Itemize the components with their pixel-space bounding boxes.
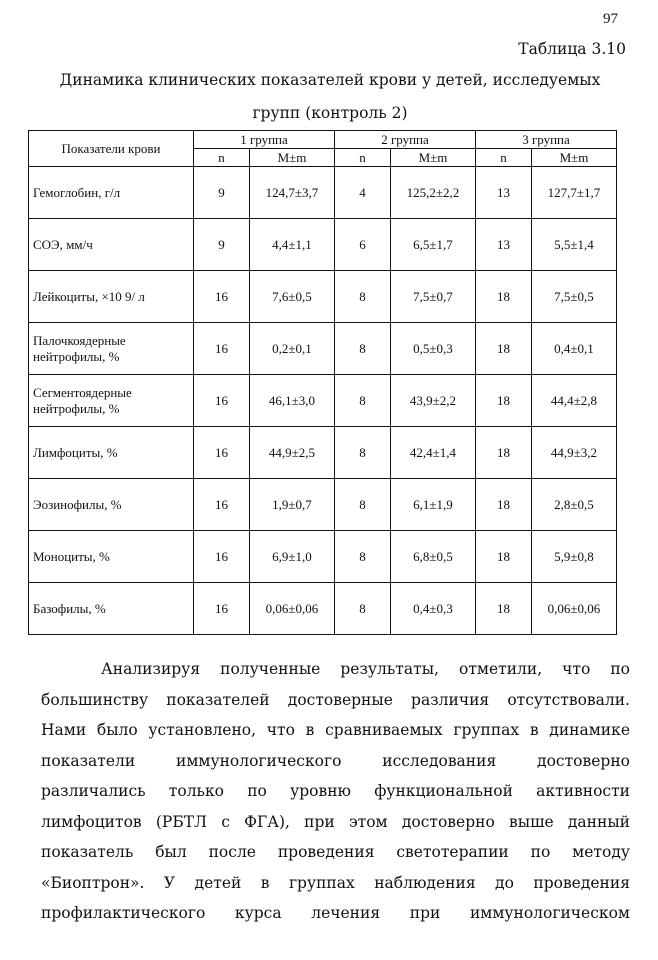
mean-cell: 5,5±1,4: [532, 219, 617, 271]
n-cell: 18: [476, 479, 532, 531]
n-cell: 13: [476, 167, 532, 219]
paragraph-line: показатель был после проведения светотерапии по методу: [41, 843, 630, 861]
param-cell: Эозинофилы, %: [29, 479, 194, 531]
n-cell: 9: [194, 219, 250, 271]
param-cell: Сегментоядерные нейтрофилы, %: [29, 375, 194, 427]
n-header: n: [335, 149, 391, 167]
mean-cell: 6,1±1,9: [391, 479, 476, 531]
n-cell: 8: [335, 531, 391, 583]
n-cell: 8: [335, 479, 391, 531]
n-cell: 6: [335, 219, 391, 271]
n-cell: 18: [476, 375, 532, 427]
m-header: M±m: [250, 149, 335, 167]
mean-cell: 44,9±3,2: [532, 427, 617, 479]
n-cell: 8: [335, 583, 391, 635]
table-row: [29, 167, 617, 219]
mean-cell: 44,9±2,5: [250, 427, 335, 479]
group-header-2: 2 группа: [335, 131, 476, 149]
n-cell: 16: [194, 323, 250, 375]
n-cell: 4: [335, 167, 391, 219]
n-cell: 18: [476, 271, 532, 323]
table-row: [29, 375, 617, 427]
table-label: Таблица 3.10: [518, 40, 626, 58]
body-paragraph: [41, 654, 630, 929]
paragraph-line: профилактического курса лечения при иммунологическом: [41, 904, 630, 922]
n-cell: 13: [476, 219, 532, 271]
mean-cell: 2,8±0,5: [532, 479, 617, 531]
param-cell: СОЭ, мм/ч: [29, 219, 194, 271]
mean-cell: 44,4±2,8: [532, 375, 617, 427]
mean-cell: 6,5±1,7: [391, 219, 476, 271]
n-cell: 16: [194, 531, 250, 583]
table-title: [20, 64, 640, 130]
n-cell: 18: [476, 531, 532, 583]
paragraph-line: показатели иммунологического исследования достоверно: [41, 751, 630, 770]
n-cell: 18: [476, 427, 532, 479]
mean-cell: 1,9±0,7: [250, 479, 335, 531]
mean-cell: 42,4±1,4: [391, 427, 476, 479]
m-header: M±m: [532, 149, 617, 167]
param-cell: Гемоглобин, г/л: [29, 167, 194, 219]
param-cell: Палочкоядерные нейтрофилы, %: [29, 323, 194, 375]
mean-cell: 7,5±0,5: [532, 271, 617, 323]
mean-cell: 6,9±1,0: [250, 531, 335, 583]
mean-cell: 5,9±0,8: [532, 531, 617, 583]
paragraph-line: лимфоцитов (РБТЛ с ФГА), при этом достоверно выше данный: [41, 812, 630, 831]
mean-cell: 0,2±0,1: [250, 323, 335, 375]
table-row: [29, 583, 617, 635]
mean-cell: 0,5±0,3: [391, 323, 476, 375]
blood-indicators-table: [28, 130, 617, 635]
paragraph-line: «Биоптрон». У детей в группах наблюдения до проведения: [41, 873, 630, 892]
group-header-1: 1 группа: [194, 131, 335, 149]
n-cell: 16: [194, 479, 250, 531]
n-cell: 16: [194, 271, 250, 323]
n-cell: 18: [476, 323, 532, 375]
table-row: [29, 323, 617, 375]
paragraph-line: различались только по уровню функциональной активности: [41, 782, 630, 800]
table-row: [29, 427, 617, 479]
table-row: [29, 271, 617, 323]
mean-cell: 0,4±0,3: [391, 583, 476, 635]
mean-cell: 0,06±0,06: [250, 583, 335, 635]
n-cell: 16: [194, 583, 250, 635]
title-line: Динамика клинических показателей крови у детей, исследуемых: [59, 71, 601, 89]
group-header-3: 3 группа: [476, 131, 617, 149]
mean-cell: 124,7±3,7: [250, 167, 335, 219]
param-header: Показатели крови: [29, 131, 194, 167]
table-row: [29, 531, 617, 583]
param-cell: Лейкоциты, ×10 9/ л: [29, 271, 194, 323]
n-cell: 16: [194, 427, 250, 479]
title-line: групп (контроль 2): [252, 104, 408, 122]
n-cell: 8: [335, 323, 391, 375]
n-cell: 18: [476, 583, 532, 635]
param-cell: Моноциты, %: [29, 531, 194, 583]
mean-cell: 7,6±0,5: [250, 271, 335, 323]
n-cell: 16: [194, 375, 250, 427]
page-number: 97: [603, 11, 618, 27]
paragraph-line: большинству показателей достоверные различия отсутствовали.: [41, 690, 630, 709]
table-row: [29, 219, 617, 271]
paragraph-line: Анализируя полученные результаты, отметили, что по: [101, 660, 630, 678]
n-cell: 8: [335, 427, 391, 479]
mean-cell: 6,8±0,5: [391, 531, 476, 583]
paragraph-line: Нами было установлено, что в сравниваемых группах в динамике: [41, 721, 630, 739]
n-cell: 8: [335, 271, 391, 323]
param-cell: Базофилы, %: [29, 583, 194, 635]
mean-cell: 127,7±1,7: [532, 167, 617, 219]
mean-cell: 46,1±3,0: [250, 375, 335, 427]
mean-cell: 0,4±0,1: [532, 323, 617, 375]
n-cell: 8: [335, 375, 391, 427]
param-cell: Лимфоциты, %: [29, 427, 194, 479]
n-header: n: [194, 149, 250, 167]
n-header: n: [476, 149, 532, 167]
mean-cell: 7,5±0,7: [391, 271, 476, 323]
n-cell: 9: [194, 167, 250, 219]
mean-cell: 0,06±0,06: [532, 583, 617, 635]
mean-cell: 125,2±2,2: [391, 167, 476, 219]
table-row: [29, 479, 617, 531]
mean-cell: 4,4±1,1: [250, 219, 335, 271]
mean-cell: 43,9±2,2: [391, 375, 476, 427]
m-header: M±m: [391, 149, 476, 167]
